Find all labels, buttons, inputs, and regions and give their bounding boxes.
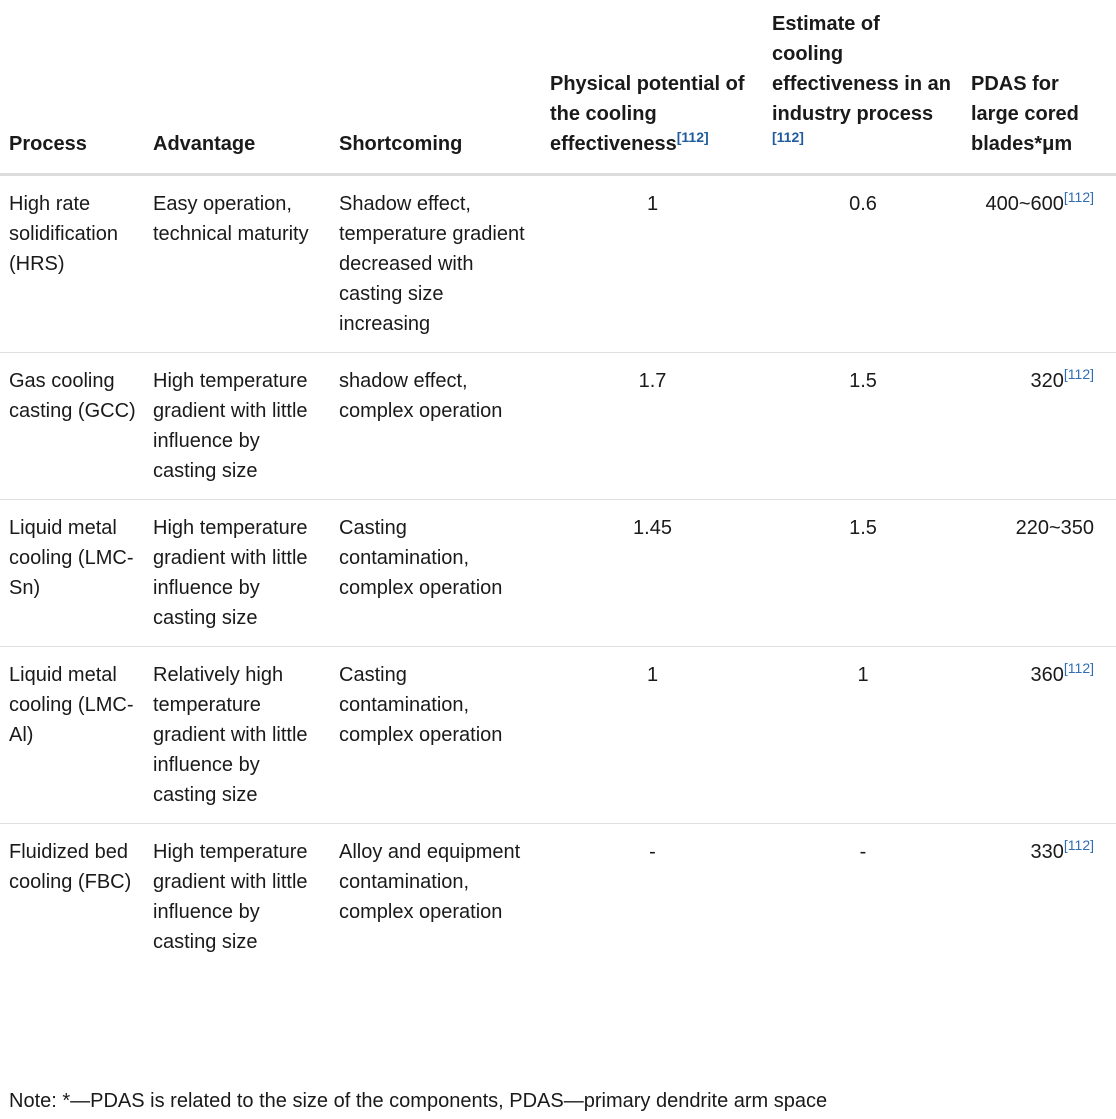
citation-link[interactable]: [112] [1063,837,1094,853]
header-advantage-label: Advantage [153,133,256,155]
cell-advantage: High temperature gradient with little influence by casting size [144,353,330,500]
cell-pdas [962,500,1116,647]
cell-process: Liquid metal cooling (LMC-Al) [0,647,144,824]
cell-pdas [962,175,1116,353]
cell-pdas [962,824,1116,976]
citation-link[interactable]: [112] [676,129,709,145]
cell-pdas-value: 330 [1030,841,1064,863]
header-shortcoming-label: Shortcoming [339,133,463,155]
header-shortcoming [330,0,541,175]
cell-physical: 1.45 [541,500,763,647]
header-estimate [763,0,962,175]
cell-estimate: - [859,841,867,863]
table-body [0,175,1116,976]
header-pdas-label: PDAS for large cored blades*μm [971,73,1079,155]
cell-advantage: High temperature gradient with little influence by casting size [153,841,308,953]
cell-estimate: 1.5 [763,353,962,500]
cell-process: High rate solidification (HRS) [0,175,144,353]
header-pdas [962,0,1116,175]
cell-pdas-value: 400~600 [985,193,1064,215]
cell-physical: - [649,841,656,863]
cell-advantage: High temperature gradient with little influence by casting size [144,500,330,647]
cell-estimate: 0.6 [763,175,962,353]
header-row [0,0,1116,175]
cell-estimate: 1.5 [763,500,962,647]
table-row [0,175,1116,353]
cell-process: Liquid metal cooling (LMC-Sn) [0,500,144,647]
cell-shortcoming: shadow effect, complex operation [330,353,541,500]
cell-pdas-value: 320 [1030,370,1064,392]
cell-process: Gas cooling casting (GCC) [0,353,144,500]
cell-estimate: 1 [763,647,962,824]
cell-advantage: Relatively high temperature gradient with little influence by casting size [144,647,330,824]
cell-process: Fluidized bed cooling (FBC) [9,841,132,893]
citation-link[interactable]: [112] [772,129,804,145]
table-header [0,0,1116,175]
citation-link[interactable]: [112] [1063,189,1094,205]
cell-physical: 1 [541,647,763,824]
cell-shortcoming: Alloy and equipment contamination, complex operation [339,841,521,923]
cell-shortcoming: Shadow effect, temperature gradient decreased with casting size increasing [330,175,541,353]
cell-pdas-value: 220~350 [1015,517,1094,539]
cell-advantage: Easy operation, technical maturity [144,175,330,353]
header-process [0,0,144,175]
citation-link[interactable]: [112] [1063,660,1094,676]
table-row [0,647,1116,824]
table-row [0,353,1116,500]
cell-pdas [962,353,1116,500]
cell-physical: 1 [541,175,763,353]
table-row [0,500,1116,647]
header-physical-label: Physical potential of the cooling effectiveness [550,73,745,155]
table-note: Note: *—PDAS is related to the size of the components, PDAS—primary dendrite arm space [9,1090,828,1112]
header-process-label: Process [9,133,87,155]
header-advantage [144,0,330,175]
cell-shortcoming: Casting contamination, complex operation [330,500,541,647]
cell-physical: 1.7 [541,353,763,500]
header-estimate-label: Estimate of cooling effectiveness in an industry process [772,13,951,125]
cell-shortcoming: Casting contamination, complex operation [330,647,541,824]
header-physical [541,0,763,175]
cell-pdas [962,647,1116,824]
citation-link[interactable]: [112] [1063,366,1094,382]
cell-pdas-value: 360 [1030,664,1064,686]
table-row [0,824,1116,976]
